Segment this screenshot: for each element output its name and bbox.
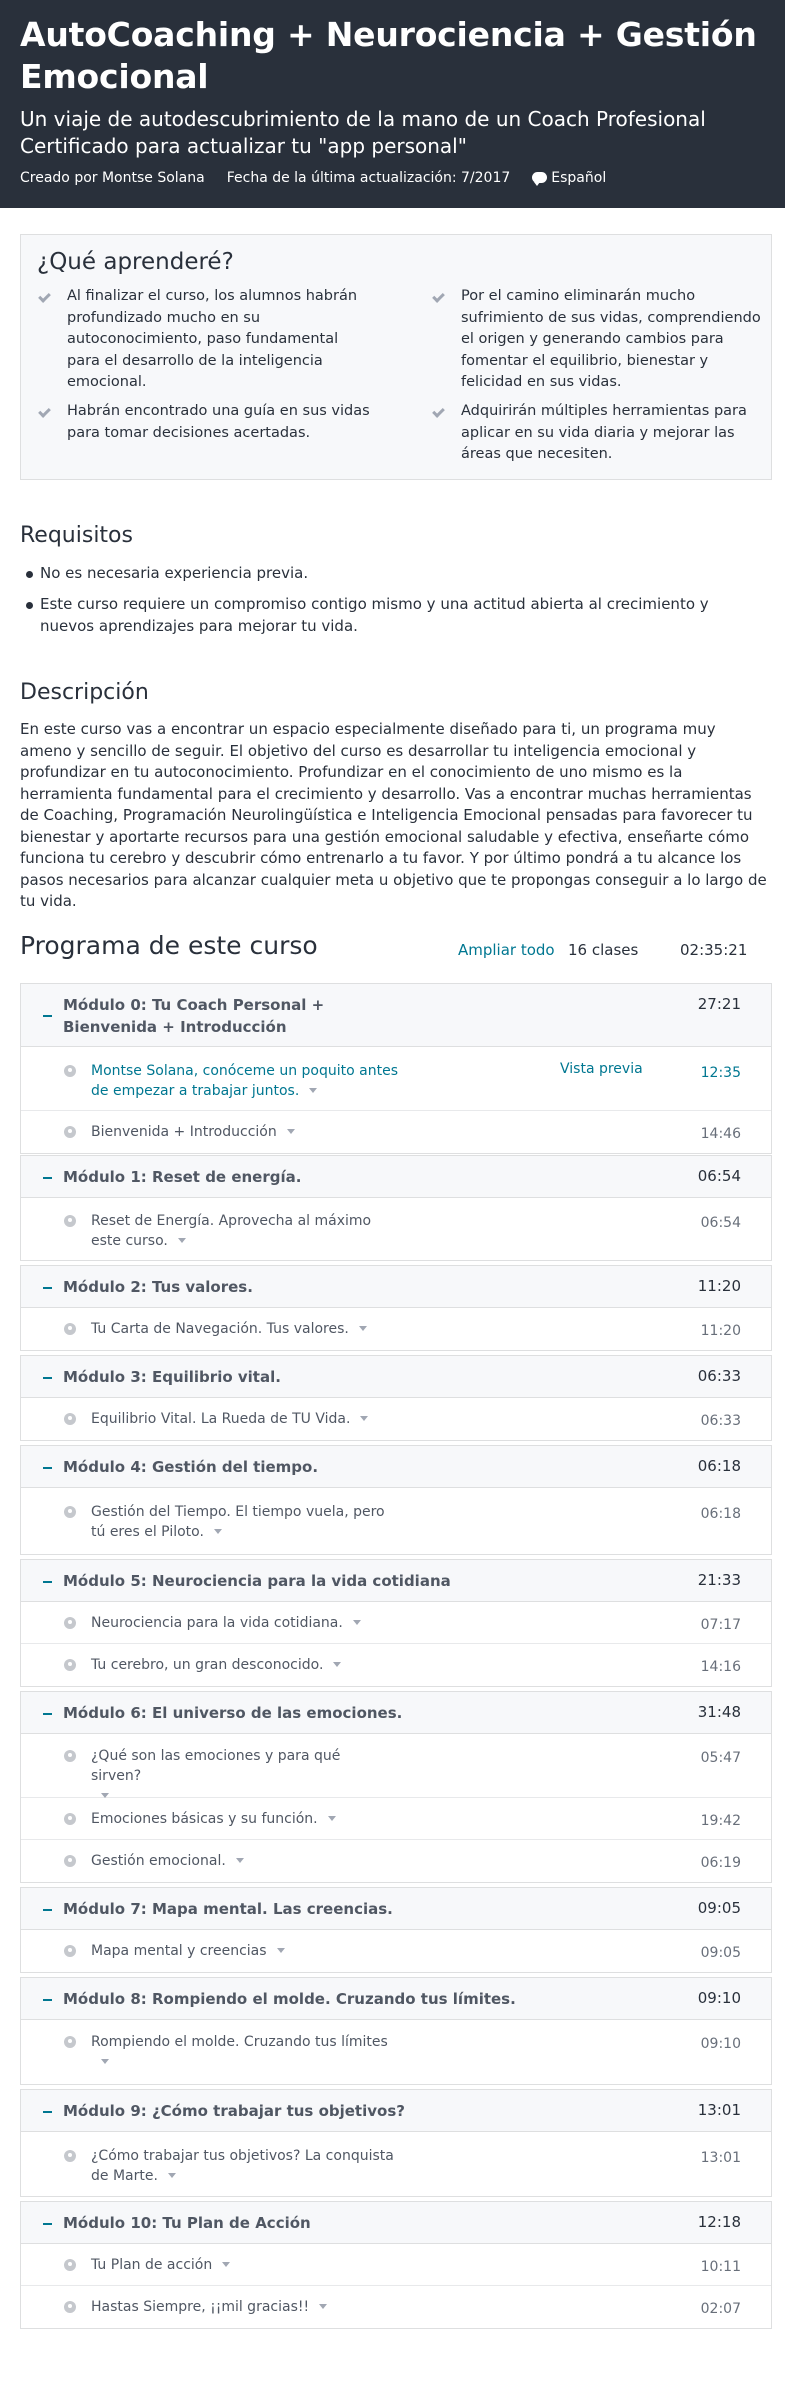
- section-title: Módulo 9: ¿Cómo trabajar tus objetivos?: [63, 2102, 405, 2120]
- section-title: Módulo 4: Gestión del tiempo.: [63, 1458, 319, 1476]
- lecture-title-text: Tu cerebro, un gran desconocido.: [91, 1657, 324, 1673]
- lecture-duration: 06:33: [700, 1413, 741, 1429]
- section-title: Módulo 3: Equilibrio vital.: [63, 1368, 281, 1386]
- lecture-row[interactable]: [21, 1734, 771, 1798]
- expand-caret-icon[interactable]: [222, 2262, 230, 2267]
- lecture-title-text: Gestión emocional.: [91, 1853, 226, 1869]
- expand-caret-icon[interactable]: [359, 1326, 367, 1331]
- lecture-duration: 13:01: [700, 2150, 741, 2166]
- lecture-row[interactable]: [21, 1308, 771, 1350]
- lecture-duration: 06:19: [700, 1855, 741, 1871]
- expand-caret-icon[interactable]: [101, 2059, 109, 2064]
- section-header[interactable]: [21, 2202, 771, 2244]
- course-meta: [20, 170, 765, 186]
- lecture-title-text: Gestión del Tiempo. El tiempo vuela, pero tú eres el Piloto.: [91, 1504, 385, 1540]
- check-icon: [38, 290, 51, 303]
- lecture-title: [91, 1409, 421, 1429]
- lecture-title-text: ¿Cómo trabajar tus objetivos? La conquista de Marte.: [91, 2148, 394, 2184]
- lecture-row[interactable]: [21, 2020, 771, 2084]
- play-circle-icon: [64, 1215, 76, 1227]
- section-title: Módulo 6: El universo de las emociones.: [63, 1704, 403, 1722]
- collapse-icon[interactable]: [43, 1467, 52, 1469]
- expand-all-button[interactable]: Ampliar todo: [458, 941, 555, 959]
- course-title: AutoCoaching + Neurociencia + Gestión Emocional: [20, 15, 757, 96]
- collapse-icon[interactable]: [43, 1377, 52, 1379]
- expand-caret-icon[interactable]: [178, 1238, 186, 1243]
- learn-item: Habrán encontrado una guía en sus vidas para tomar decisiones acertadas.: [67, 403, 370, 441]
- course-header: [0, 0, 785, 208]
- play-circle-icon: [64, 1750, 76, 1762]
- lecture-title-text: Bienvenida + Introducción: [91, 1124, 277, 1140]
- lecture-row[interactable]: [21, 1111, 771, 1153]
- play-circle-icon: [64, 1126, 76, 1138]
- lecture-duration: 06:54: [700, 1215, 741, 1231]
- total-duration: 02:35:21: [680, 941, 748, 959]
- section-duration: 06:18: [697, 1457, 741, 1475]
- section-duration: 06:54: [697, 1167, 741, 1185]
- curriculum-section: [20, 1445, 772, 1555]
- lecture-duration: 07:17: [700, 1617, 741, 1633]
- section-header[interactable]: [21, 1356, 771, 1398]
- lecture-row[interactable]: [21, 1198, 771, 1260]
- play-circle-icon: [64, 1813, 76, 1825]
- expand-caret-icon[interactable]: [319, 2304, 327, 2309]
- collapse-icon[interactable]: [43, 1999, 52, 2001]
- check-icon: [432, 290, 445, 303]
- description-text: En este curso vas a encontrar un espacio especialmente diseñado para ti, un programa muy ameno y sencillo de seguir. El objetivo del curso es desarrollar tu inteligencia emocional y profundizar en tu autoconocimiento. Profundizar en el conocimiento de uno mismo es la herramienta fundamental para el crecimiento y desarrollo. Vas a encontrar muchas herramientas de Coaching, Programación Neurolingüística e Inteligencia Emocional pensadas para favorecer tu bienestar y aportarte recursos para una gestión emocional saludable y efectiva, enseñarte cómo funciona tu cerebro y descubrir cómo entrenarlo a tu favor. Y por último pondrá a tu alcance los pasos necesarios para alcanzar cualquier meta u objetivo que te propongas conseguir a lo largo de tu vida.: [20, 720, 767, 910]
- collapse-icon[interactable]: [43, 1015, 52, 1017]
- course-language: [532, 170, 606, 186]
- section-duration: 13:01: [697, 2101, 741, 2119]
- lecture-row[interactable]: [21, 1488, 771, 1554]
- requirement-item: No es necesaria experiencia previa.: [40, 564, 309, 582]
- lecture-title: [91, 1851, 421, 1871]
- expand-caret-icon[interactable]: [309, 1088, 317, 1093]
- expand-caret-icon[interactable]: [168, 2173, 176, 2178]
- learn-title: ¿Qué aprenderé?: [37, 249, 234, 275]
- expand-caret-icon[interactable]: [333, 1662, 341, 1667]
- section-header[interactable]: [21, 1692, 771, 1734]
- collapse-icon[interactable]: [43, 1287, 52, 1289]
- section-duration: 21:33: [697, 1571, 741, 1589]
- check-icon: [38, 405, 51, 418]
- collapse-icon[interactable]: [43, 1713, 52, 1715]
- section-title: Módulo 8: Rompiendo el molde. Cruzando tus límites.: [63, 1990, 516, 2008]
- section-header[interactable]: [21, 2090, 771, 2132]
- curriculum-title: Programa de este curso: [20, 931, 318, 960]
- play-circle-icon: [64, 1945, 76, 1957]
- lecture-title: [91, 2297, 421, 2317]
- lecture-title: [91, 2032, 411, 2072]
- lecture-title-text: Mapa mental y creencias: [91, 1943, 267, 1959]
- lecture-row[interactable]: [21, 1930, 771, 1972]
- lecture-title-text: Emociones básicas y su función.: [91, 1811, 318, 1827]
- curriculum-section: [20, 983, 772, 1154]
- play-circle-icon: [64, 1065, 76, 1077]
- lecture-duration: 05:47: [700, 1750, 741, 1766]
- play-circle-icon: [64, 1855, 76, 1867]
- learn-item: Adquirirán múltiples herramientas para aplicar en su vida diaria y mejorar las áreas que necesiten.: [461, 403, 747, 462]
- lecture-title: [91, 1655, 421, 1675]
- section-title: Módulo 0: Tu Coach Personal + Bienvenida + Introducción: [63, 996, 325, 1036]
- lecture-title: [91, 1941, 421, 1961]
- lecture-title: [91, 2255, 421, 2275]
- play-circle-icon: [64, 1659, 76, 1671]
- what-you-will-learn: [20, 234, 772, 480]
- section-header[interactable]: [21, 984, 771, 1047]
- lecture-title-text: Rompiendo el molde. Cruzando tus límites: [91, 2034, 388, 2050]
- lecture-duration: 12:35: [700, 1065, 741, 1081]
- curriculum-section: [20, 1559, 772, 1687]
- curriculum-section: [20, 1691, 772, 1883]
- lecture-title: [91, 1319, 421, 1339]
- lecture-title[interactable]: [91, 1061, 401, 1101]
- section-header[interactable]: [21, 1978, 771, 2020]
- section-title: Módulo 1: Reset de energía.: [63, 1168, 302, 1186]
- lecture-duration: 02:07: [700, 2301, 741, 2317]
- section-duration: 31:48: [697, 1703, 741, 1721]
- section-title: Módulo 7: Mapa mental. Las creencias.: [63, 1900, 393, 1918]
- section-duration: 06:33: [697, 1367, 741, 1385]
- section-header[interactable]: [21, 1888, 771, 1930]
- preview-link[interactable]: Vista previa: [560, 1061, 643, 1077]
- curriculum-section: [20, 1355, 772, 1441]
- play-circle-icon: [64, 1323, 76, 1335]
- section-duration: 11:20: [697, 1277, 741, 1295]
- lecture-count: 16 clases: [568, 941, 639, 959]
- lecture-title-text: Equilibrio Vital. La Rueda de TU Vida.: [91, 1411, 351, 1427]
- lecture-title: [91, 1122, 391, 1142]
- lecture-title-text: Montse Solana, conóceme un poquito antes de empezar a trabajar juntos.: [91, 1063, 399, 1099]
- lecture-row[interactable]: [21, 1798, 771, 1840]
- lecture-row[interactable]: [21, 1047, 771, 1111]
- lecture-duration: 09:05: [700, 1945, 741, 1961]
- bullet: [26, 602, 33, 609]
- collapse-icon[interactable]: [43, 2111, 52, 2113]
- play-circle-icon: [64, 2150, 76, 2162]
- section-header[interactable]: [21, 1560, 771, 1602]
- section-duration: 27:21: [697, 995, 741, 1013]
- section-title: Módulo 2: Tus valores.: [63, 1278, 253, 1296]
- requirement-item: Este curso requiere un compromiso contigo mismo y una actitud abierta al crecimiento y nuevos aprendizajes para mejorar tu vida.: [40, 595, 709, 635]
- lecture-row[interactable]: [21, 2132, 771, 2196]
- lecture-duration: 14:46: [700, 1126, 741, 1142]
- lecture-row[interactable]: [21, 1644, 771, 1686]
- play-circle-icon: [64, 2301, 76, 2313]
- expand-caret-icon[interactable]: [236, 1858, 244, 1863]
- course-subtitle: Un viaje de autodescubrimiento de la mano de un Coach Profesional Certificado para actualizar tu "app personal": [20, 107, 706, 158]
- lecture-title-text: Reset de Energía. Aprovecha al máximo este curso.: [91, 1213, 372, 1249]
- curriculum-section: [20, 1265, 772, 1351]
- lecture-row[interactable]: [21, 1602, 771, 1644]
- lecture-title-text: Hastas Siempre, ¡¡mil gracias!!: [91, 2299, 310, 2315]
- expand-caret-icon[interactable]: [328, 1816, 336, 1821]
- lecture-duration: 06:18: [700, 1506, 741, 1522]
- play-circle-icon: [64, 2259, 76, 2271]
- curriculum-section: [20, 1887, 772, 1973]
- lecture-title-text: Tu Plan de acción: [91, 2257, 213, 2273]
- collapse-icon[interactable]: [43, 1909, 52, 1911]
- lecture-duration: 11:20: [700, 1323, 741, 1339]
- learn-item: Por el camino eliminarán mucho sufrimiento de sus vidas, comprendiendo el origen y generando cambios para fomentar el equilibrio, bienestar y felicidad en sus vidas.: [461, 288, 761, 390]
- description-title: Descripción: [20, 680, 149, 705]
- curriculum-section: [20, 1155, 772, 1261]
- section-duration: 09:10: [697, 1989, 741, 2007]
- lecture-row[interactable]: [21, 1840, 771, 1882]
- expand-caret-icon[interactable]: [287, 1129, 295, 1134]
- lecture-title-text: Tu Carta de Navegación. Tus valores.: [91, 1321, 349, 1337]
- lecture-title: [91, 1502, 401, 1542]
- lecture-title: [91, 1809, 421, 1829]
- last-updated: Fecha de la última actualización: 7/2017: [226, 170, 511, 186]
- lecture-title: [91, 1746, 391, 1806]
- lecture-title: [91, 2146, 401, 2186]
- learn-item: Al finalizar el curso, los alumnos habrán profundizado mucho en su autoconocimiento, paso fundamental para el desarrollo de la inteligencia emocional.: [67, 288, 358, 390]
- expand-caret-icon[interactable]: [360, 1416, 368, 1421]
- curriculum-section: [20, 2089, 772, 2197]
- lecture-duration: 14:16: [700, 1659, 741, 1675]
- requirements-title: Requisitos: [20, 523, 133, 548]
- lecture-title: [91, 1211, 391, 1251]
- lecture-duration: 09:10: [700, 2036, 741, 2052]
- section-duration: 12:18: [697, 2213, 741, 2231]
- lecture-row[interactable]: [21, 1398, 771, 1440]
- section-title: Módulo 5: Neurociencia para la vida cotidiana: [63, 1572, 451, 1590]
- section-duration: 09:05: [697, 1899, 741, 1917]
- section-header[interactable]: [21, 1446, 771, 1488]
- collapse-icon[interactable]: [43, 2223, 52, 2225]
- check-icon: [432, 405, 445, 418]
- play-circle-icon: [64, 1413, 76, 1425]
- collapse-icon[interactable]: [43, 1581, 52, 1583]
- language-label: Español: [551, 170, 607, 186]
- lecture-duration: 10:11: [700, 2259, 741, 2275]
- curriculum-section: [20, 1977, 772, 2085]
- speech-bubble-icon: [532, 172, 547, 183]
- lecture-title: [91, 1613, 421, 1633]
- section-title: Módulo 10: Tu Plan de Acción: [63, 2214, 311, 2232]
- expand-caret-icon[interactable]: [277, 1948, 285, 1953]
- lecture-duration: 19:42: [700, 1813, 741, 1829]
- section-header[interactable]: [21, 1156, 771, 1198]
- lecture-title-text: ¿Qué son las emociones y para qué sirven?: [91, 1748, 341, 1784]
- instructor-credit: Creado por Montse Solana: [20, 170, 205, 186]
- bullet: [26, 571, 33, 578]
- lecture-row[interactable]: [21, 2244, 771, 2286]
- play-circle-icon: [64, 1506, 76, 1518]
- expand-caret-icon[interactable]: [214, 1529, 222, 1534]
- curriculum-header: [20, 927, 772, 967]
- lecture-title-text: Neurociencia para la vida cotidiana.: [91, 1615, 343, 1631]
- collapse-icon[interactable]: [43, 1177, 52, 1179]
- section-header[interactable]: [21, 1266, 771, 1308]
- expand-caret-icon[interactable]: [353, 1620, 361, 1625]
- play-circle-icon: [64, 2036, 76, 2048]
- curriculum-section: [20, 2201, 772, 2329]
- lecture-row[interactable]: [21, 2286, 771, 2328]
- play-circle-icon: [64, 1617, 76, 1629]
